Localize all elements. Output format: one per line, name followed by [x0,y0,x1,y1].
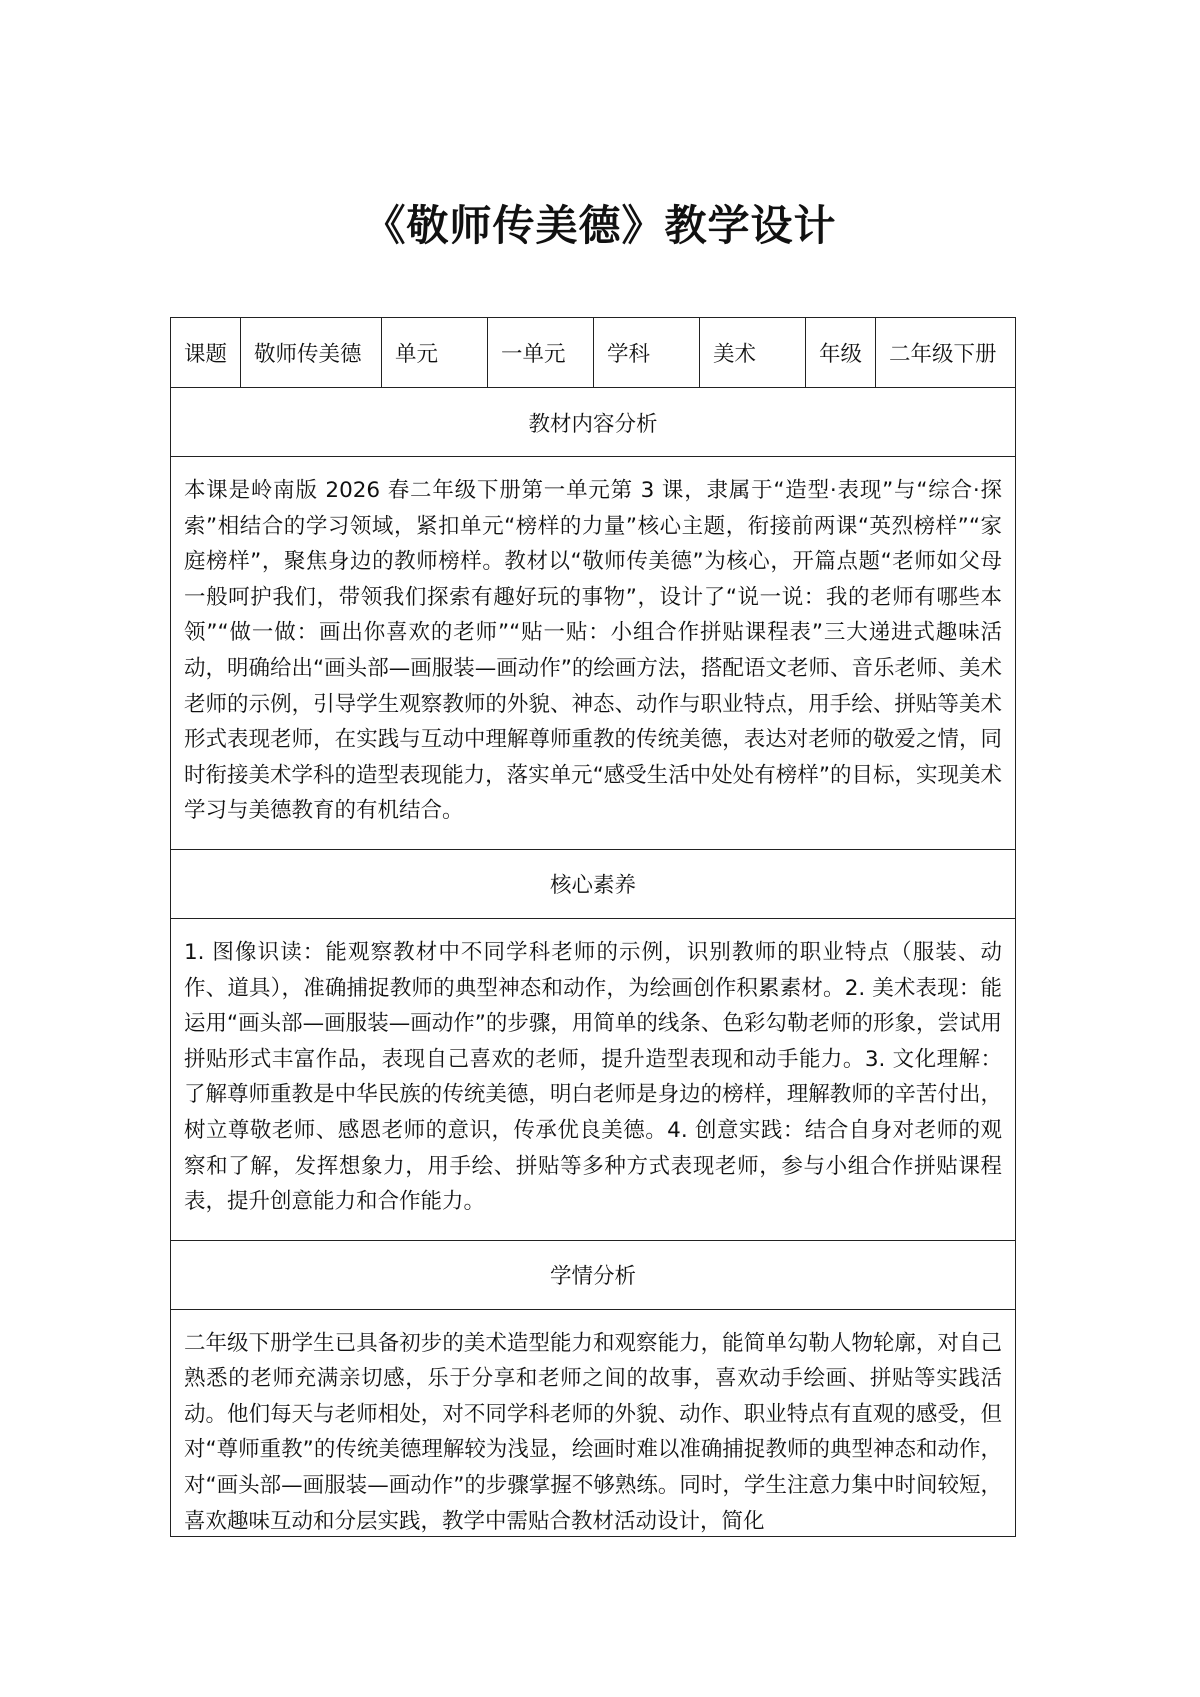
lesson-plan-table [170,317,1016,1537]
meta-row [171,318,1016,388]
grade-value: 二年级下册 [876,318,1016,388]
content-analysis-body: 本课是岭南版 2026 春二年级下册第一单元第 3 课，隶属于“造型·表现”与“综合·探索”相结合的学习领域，紧扣单元“榜样的力量”核心主题，衔接前两课“英烈榜样”“家庭榜样”，聚焦身边的教师榜样。教材以“敬师传美德”为核心，开篇点题“老师如父母一般呵护我们，带领我们探索有趣好玩的事物”，设计了“说一说：我的老师有哪些本领”“做一做：画出你喜欢的老师”“贴一贴：小组合作拼贴课程表”三大递进式趣味活动，明确给出“画头部—画服装—画动作”的绘画方法，搭配语文老师、音乐老师、美术老师的示例，引导学生观察教师的外貌、神态、动作与职业特点，用手绘、拼贴等美术形式表现老师，在实践与互动中理解尊师重教的传统美德，表达对老师的敬爱之情，同时衔接美术学科的造型表现能力，落实单元“感受生活中处处有榜样”的目标，实现美术学习与美德教育的有机结合。 [171,457,1016,850]
topic-value: 敬师传美德 [241,318,382,388]
learner-analysis-cell [171,1309,1016,1536]
subject-value: 美术 [700,318,806,388]
subject-label: 学科 [594,318,700,388]
learner-analysis-heading: 学情分析 [171,1240,1016,1309]
grade-label: 年级 [806,318,876,388]
content-analysis-heading: 教材内容分析 [171,388,1016,457]
section-heading-row [171,388,1016,457]
unit-value: 一单元 [488,318,594,388]
document-title: 《敬师传美德》教学设计 [363,201,837,250]
core-literacy-heading: 核心素养 [171,849,1016,918]
unit-label: 单元 [382,318,488,388]
section-body-row [171,457,1016,850]
section-body-row [171,918,1016,1240]
section-heading-row [171,849,1016,918]
section-heading-row [171,1240,1016,1309]
learner-analysis-body: 二年级下册学生已具备初步的美术造型能力和观察能力，能简单勾勒人物轮廓，对自己熟悉的老师充满亲切感，乐于分享和老师之间的故事，喜欢动手绘画、拼贴等实践活动。他们每天与老师相处，对不同学科老师的外貌、动作、职业特点有直观的感受，但对“尊师重教”的传统美德理解较为浅显，绘画时难以准确捕捉教师的典型神态和动作，对“画头部—画服装—画动作”的步骤掌握不够熟练。同时，学生注意力集中时间较短，喜欢趣味互动和分层实践，教学中需贴合教材活动设计，简化 [184,1330,1002,1534]
topic-label: 课题 [171,318,241,388]
core-literacy-body: 1. 图像识读：能观察教材中不同学科老师的示例，识别教师的职业特点（服装、动作、道具），准确捕捉教师的典型神态和动作，为绘画创作积累素材。2. 美术表现：能运用“画头部—画服装—画动作”的步骤，用简单的线条、色彩勾勒老师的形象，尝试用拼贴形式丰富作品，表现自己喜欢的老师，提升造型表现和动手能力。3. 文化理解：了解尊师重教是中华民族的传统美德，明白老师是身边的榜样，理解教师的辛苦付出，树立尊敬老师、感恩老师的意识，传承优良美德。4. 创意实践：结合自身对老师的观察和了解，发挥想象力，用手绘、拼贴等多种方式表现老师，参与小组合作拼贴课程表，提升创意能力和合作能力。 [171,918,1016,1240]
section-body-row [171,1309,1016,1536]
